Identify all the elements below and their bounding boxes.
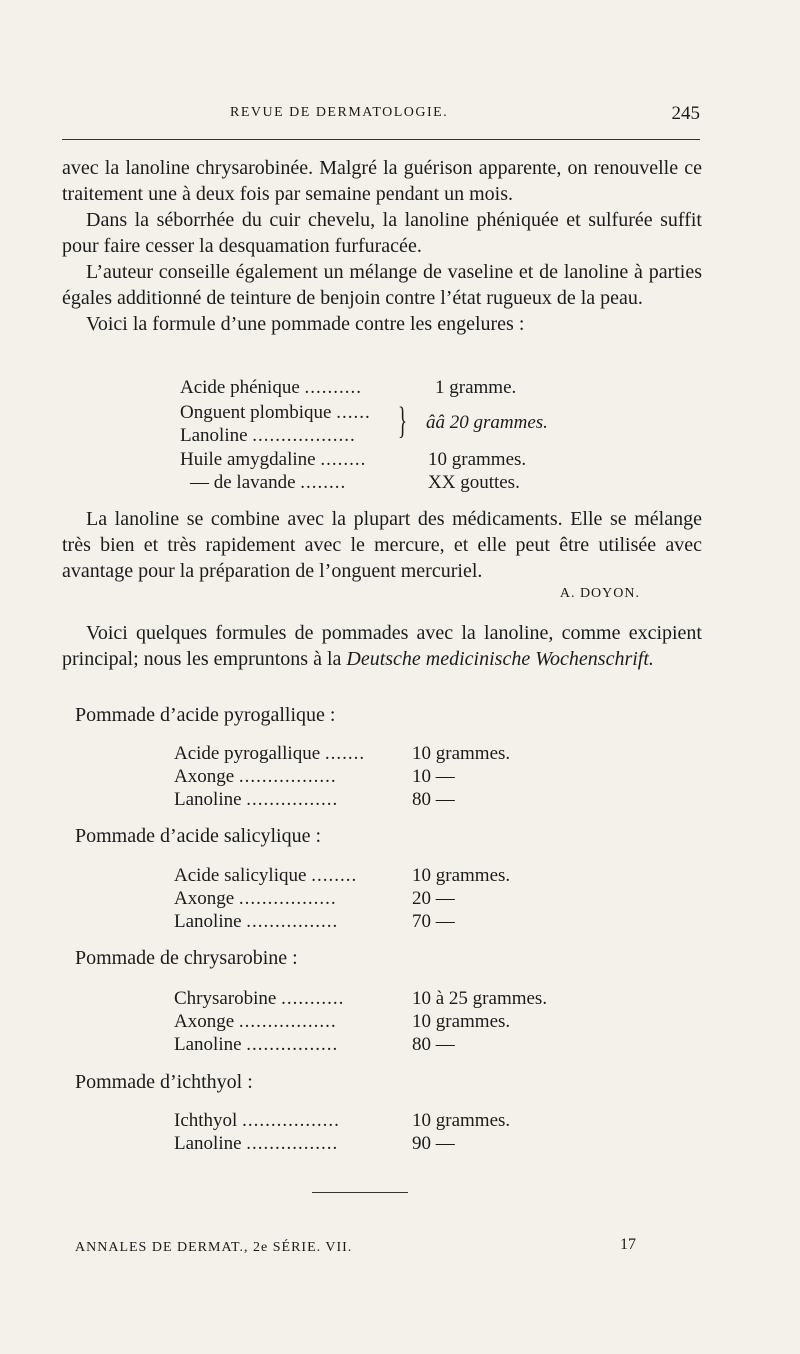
ingredient-quantity: 1 gramme. [435, 377, 517, 398]
ingredient-quantity: 70 — [412, 911, 455, 932]
dot-leader: ................. [238, 1011, 337, 1032]
ingredient-name: Lanoline [174, 1034, 242, 1055]
formula-heading: Pommade d’acide salicylique : [75, 825, 322, 847]
dot-leader: ................. [238, 766, 337, 787]
dot-leader: ....... [324, 743, 366, 764]
formula-row [180, 425, 356, 447]
dot-leader: ................ [246, 1133, 339, 1154]
ingredient-name: Lanoline [174, 1133, 242, 1154]
ingredient-name: Huile amygdaline [180, 449, 316, 470]
formula-row [180, 449, 366, 471]
page-number: 245 [671, 103, 700, 124]
ingredient-name: Axonge [174, 766, 235, 787]
ingredient-name: Acide phénique [180, 377, 300, 398]
ingredient-name: Axonge [174, 1011, 235, 1032]
dot-leader: ................ [246, 1034, 339, 1055]
ingredient-name: Lanoline [174, 911, 242, 932]
ingredient-name: Lanoline [180, 425, 248, 446]
dot-leader: .......... [304, 377, 363, 398]
sheet-number: 17 [620, 1236, 636, 1253]
paragraph-2: Dans la séborrhée du cuir chevelu, la lanoline phéniquée et sulfurée suffit pour faire cesser la desquamation furfuracée. [62, 209, 702, 257]
ingredient-quantity: 10 grammes. [412, 1011, 511, 1032]
ingredient-quantity: 10 grammes. [412, 743, 511, 764]
formula-row [174, 1110, 340, 1132]
combined-quantity: ââ 20 grammes. [426, 412, 548, 433]
ingredient-quantity: 20 — [412, 888, 455, 909]
running-header [62, 105, 700, 131]
formula-row [174, 766, 337, 788]
formula-heading: Pommade d’acide pyrogallique : [75, 704, 336, 726]
ingredient-name: Lanoline [174, 789, 242, 810]
ingredient-name: Onguent plombique [180, 402, 332, 423]
formula-row [180, 402, 371, 424]
dot-leader: ................. [238, 888, 337, 909]
footer-rule [312, 1192, 408, 1193]
paragraph-3: L’auteur conseille également un mélange de vaseline et de lanoline à parties égales additionné de teinture de benjoin contre l’état rugueux de la peau. [62, 261, 702, 309]
ingredient-quantity: 10 — [412, 766, 455, 787]
curly-brace-glyph: } [398, 400, 408, 442]
body-text-2 [62, 506, 702, 584]
dot-leader: ........... [281, 988, 345, 1009]
ingredient-quantity: XX gouttes. [428, 472, 520, 493]
ingredient-name: Axonge [174, 888, 235, 909]
header-rule [62, 139, 700, 140]
ingredient-quantity: 10 grammes. [428, 449, 527, 470]
dot-leader: ...... [336, 402, 371, 423]
formula-heading: Pommade de chrysarobine : [75, 947, 298, 969]
ingredient-quantity: 90 — [412, 1133, 455, 1154]
formula-row [174, 911, 338, 933]
body-text-3 [62, 620, 702, 672]
formula-row [174, 1034, 338, 1056]
ingredient-quantity: 10 grammes. [412, 1110, 511, 1131]
formula-row [174, 789, 338, 811]
formula-row [174, 988, 344, 1010]
dot-leader: ................ [246, 789, 339, 810]
ingredient-name: Acide pyrogallique [174, 743, 321, 764]
paragraph-6: Voici quelques formules de pommades avec la lanoline, comme excipient principal; nous les empruntons à la Deutsche medicinische Wochenschrift. [62, 622, 702, 670]
ingredient-name: — de lavande [190, 472, 296, 493]
paragraph-4: Voici la formule d’une pommade contre les engelures : [86, 313, 525, 335]
dot-leader: .................. [252, 425, 356, 446]
formula-row [180, 472, 346, 494]
formula-row [174, 743, 365, 765]
dot-leader: ........ [311, 865, 358, 886]
ingredient-quantity: 10 à 25 grammes. [412, 988, 548, 1009]
dot-leader: ................ [246, 911, 339, 932]
ingredient-name: Chrysarobine [174, 988, 277, 1009]
signature: A. DOYON. [559, 586, 640, 601]
ingredient-quantity: 80 — [412, 1034, 455, 1055]
ingredient-name: Acide salicylique [174, 865, 307, 886]
formula-row [174, 1011, 337, 1033]
dot-leader: ........ [320, 449, 367, 470]
journal-footer: ANNALES DE DERMAT., 2e SÉRIE. VII. [75, 1240, 353, 1255]
formula-row [180, 377, 362, 399]
dot-leader: ................. [242, 1110, 340, 1131]
ingredient-name: Ichthyol [174, 1110, 238, 1131]
body-text-1 [62, 155, 702, 337]
paragraph-1: avec la lanoline chrysarobinée. Malgré la guérison apparente, on renouvelle ce traitement une à deux fois par semaine pendant un mois. [62, 157, 702, 205]
paragraph-5: La lanoline se combine avec la plupart des médicaments. Elle se mélange très bien et très rapidement avec le mercure, et elle peut être utilisée avec avantage pour la préparation de l’onguent mercuriel. [62, 508, 702, 582]
formula-row [174, 865, 357, 887]
formula-row [174, 1133, 338, 1155]
ingredient-quantity: 80 — [412, 789, 455, 810]
ingredient-quantity: 10 grammes. [412, 865, 511, 886]
dot-leader: ........ [300, 472, 347, 493]
formula-heading: Pommade d’ichthyol : [75, 1071, 253, 1093]
formula-row [174, 888, 337, 910]
running-title: REVUE DE DERMATOLOGIE. [230, 105, 449, 120]
